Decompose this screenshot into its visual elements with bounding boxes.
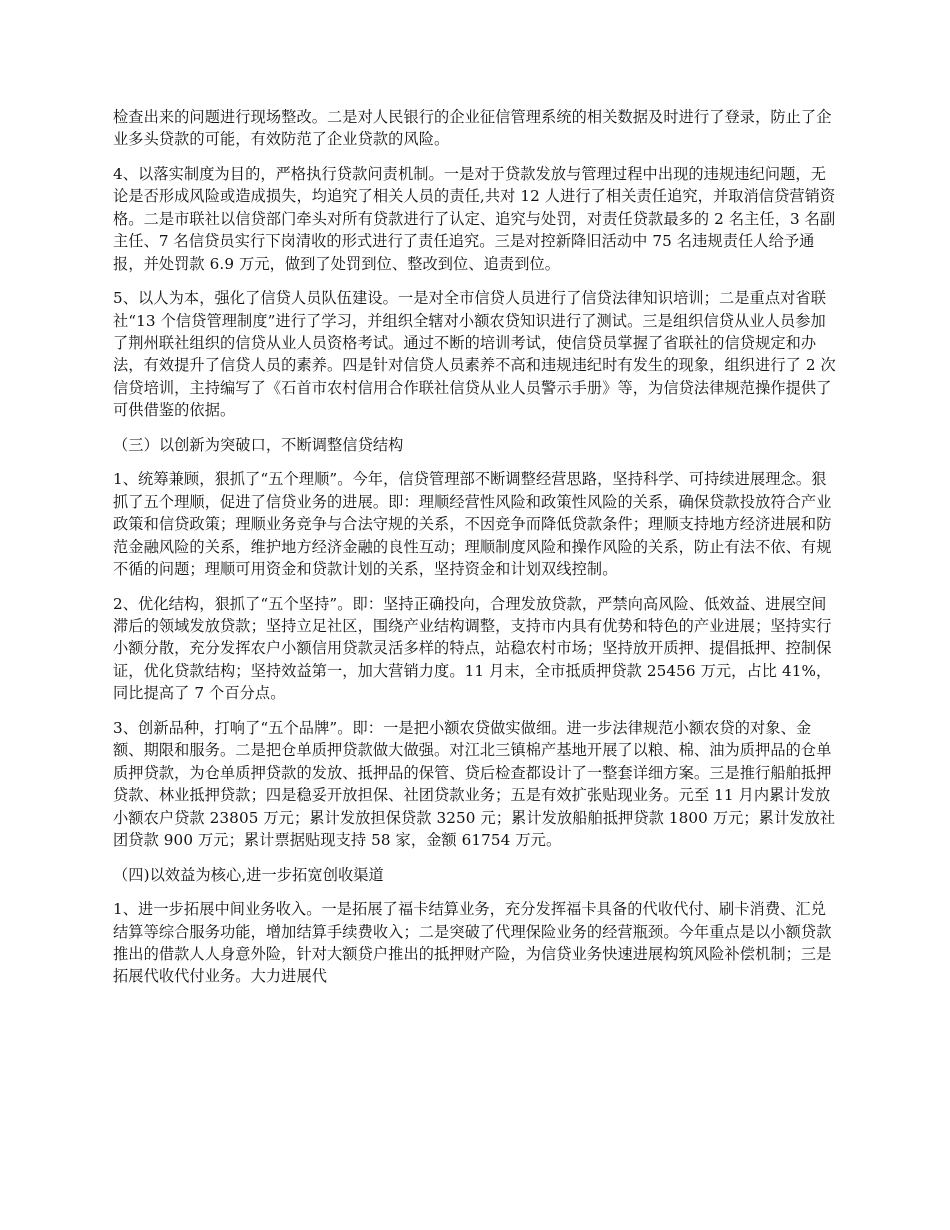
paragraph-intermediary-income: 1、进一步拓展中间业务收入。一是拓展了福卡结算业务，充分发挥福卡具备的代收代付、刷卡消费、汇兑结算等综合服务功能，增加结算手续费收入；二是突破了代理保险业务的经营瓶颈。今年重点是以小额贷款推出的借款人人身意外险，针对大额贷户推出的抵押财产险，为信贷业务快速进展构筑风险补偿机制；三是拓展代收代付业务。大力进展代: [113, 900, 832, 986]
section-heading-3: （三）以创新为突破口，不断调整信贷结构: [113, 435, 404, 454]
document-page: [113, 106, 838, 1000]
paragraph-accountability-mechanism: 4、以落实制度为目的，严格执行贷款问责机制。一是对于贷款发放与管理过程中出现的违规违纪问题，无论是否形成风险或造成损失，均追究了相关人员的责任,共对 12 人进行了相关责任追究，并取消信贷营销资格。二是市联社以信贷部门牵头对所有贷款进行了认定、追究与处罚，对责任贷款最多的 2 名主任，3 名副主任、7 名信贷员实行下岗清收的形式进行了责任追究。三是对控新降旧活动中 75 名违规责任人给予通报，并处罚款 6.9 万元，做到了处罚到位、整改到位、追责到位。: [113, 165, 836, 273]
paragraph-five-straightenings: 1、统筹兼顾，狠抓了“五个理顺”。今年，信贷管理部不断调整经营思路，坚持科学、可持续进展理念。狠抓了五个理顺，促进了信贷业务的进展。即：理顺经营性风险和政策性风险的关系，确保贷款投放符合产业政策和信贷政策；理顺业务竞争与合法守规的关系，不因竞争而降低贷款条件；理顺支持地方经济进展和防范金融风险的关系，维护地方经济金融的良性互动；理顺制度风险和操作风险的关系，防止有法不依、有规不循的问题；理顺可用资金和贷款计划的关系，坚持资金和计划双线控制。: [113, 470, 832, 579]
section-heading-4: （四)以效益为核心,进一步拓宽创收渠道: [113, 865, 384, 884]
paragraph-staff-training: 5、以人为本，强化了信贷人员队伍建设。一是对全市信贷人员进行了信贷法律知识培训；二是重点对省联社“13 个信贷管理制度”进行了学习，并组织全辖对小额农贷知识进行了测试。三是组织信贷从业人员参加了荆州联社组织的信贷从业人员资格考试。通过不断的培训考试，使信贷员掌握了省联社的信贷规定和办法，有效提升了信贷人员的素养。四是针对信贷人员素养不高和违规违纪时有发生的现象，组织进行了 2 次信贷培训，主持编写了《石首市农村信用合作联社信贷从业人员警示手册》等，为信贷法律规范操作提供了可供借鉴的依据。: [113, 289, 836, 420]
paragraph-five-brands: 3、创新品种，打响了“五个品牌”。即：一是把小额农贷做实做细。进一步法律规范小额农贷的对象、金额、期限和服务。二是把仓单质押贷款做大做强。对江北三镇棉产基地开展了以粮、棉、油为质押品的仓单质押贷款，为仓单质押贷款的发放、抵押品的保管、贷后检查都设计了一整套详细方案。三是推行船舶抵押贷款、林业抵押贷款；四是稳妥开放担保、社团贷款业务；五是有效扩张贴现业务。元至 11 月内累计发放小额农户贷款 23805 万元；累计发放担保贷款 3250 元；累计发放船舶抵押贷款 1800 万元；累计发放社团贷款 900 万元；累计票据贴现支持 58 家，金额 61754 万元。: [113, 718, 836, 849]
paragraph-rectification-continued: 检查出来的问题进行现场整改。二是对人民银行的企业征信管理系统的相关数据及时进行了登录，防止了企业多头贷款的可能，有效防范了企业贷款的风险。: [113, 108, 832, 149]
paragraph-five-persistences: 2、优化结构，狠抓了“五个坚持”。即：坚持正确投向，合理发放贷款，严禁向高风险、低效益、进展空间滞后的领域发放贷款；坚持立足社区，围绕产业结构调整，支持市内具有优势和特色的产业进展；坚持实行小额分散，充分发挥农户小额信用贷款灵活多样的特点，站稳农村市场；坚持放开质押、提倡抵押、控制保证，优化贷款结构；坚持效益第一，加大营销力度。11 月末，全市抵质押贷款 25456 万元，占比 41%，同比提高了 7 个百分点。: [113, 594, 832, 703]
